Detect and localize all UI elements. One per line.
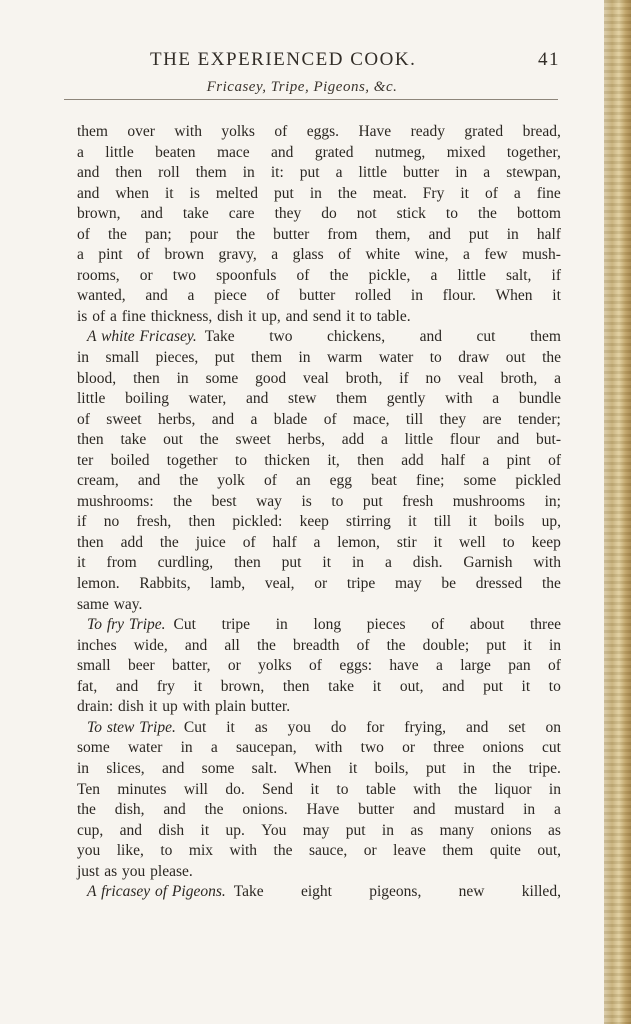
text-line — [77, 718, 561, 739]
text-line — [77, 738, 561, 759]
line-text: drain: dish it up with plain butter. — [77, 698, 291, 716]
line-text: Take eight pigeons, new killed, — [233, 883, 561, 901]
line-text: inches wide, and all the breadth of the double; put it in — [77, 636, 561, 654]
line-text: in small pieces, put them in warm water to draw out the — [77, 349, 561, 367]
text-line — [77, 677, 561, 698]
line-text: of the pan; pour the butter from them, and put in half — [77, 225, 561, 243]
line-text: some water in a saucepan, with two or three onions cut — [77, 739, 561, 757]
line-text: you like, to mix with the sauce, or leave them quite out, — [77, 842, 561, 860]
line-text: just as you please. — [77, 862, 193, 880]
text-line — [77, 512, 561, 533]
text-line — [77, 348, 561, 369]
text-line — [77, 327, 561, 348]
line-text: a little beaten mace and grated nutmeg, mixed together, — [77, 143, 561, 161]
line-text: of sweet herbs, and a blade of mace, till they are tender; — [77, 410, 561, 428]
text-line — [77, 595, 561, 616]
line-text: brown, and take care they do not stick to the bottom — [77, 205, 561, 223]
text-line — [77, 841, 561, 862]
text-line — [77, 307, 561, 328]
line-text: fat, and fry it brown, then take it out, and put it to — [77, 677, 561, 695]
text-line — [77, 410, 561, 431]
text-line — [77, 266, 561, 287]
text-line — [77, 697, 561, 718]
line-text: lemon. Rabbits, lamb, veal, or tripe may be dressed the — [77, 575, 561, 593]
line-text: rooms, or two spoonfuls of the pickle, a little salt, if — [77, 266, 561, 284]
line-text: then add the juice of half a lemon, stir it well to keep — [77, 533, 561, 551]
text-line — [77, 163, 561, 184]
line-text: the dish, and the onions. Have butter and mustard in a — [77, 801, 561, 819]
text-line — [77, 122, 561, 143]
line-text: and when it is melted put in the meat. Fry it of a fine — [77, 184, 561, 202]
text-line — [77, 862, 561, 883]
running-title: THE EXPERIENCED COOK. — [150, 49, 417, 70]
line-text: blood, then in some good veal broth, if no veal broth, a — [77, 369, 561, 387]
text-line — [77, 636, 561, 657]
text-line — [77, 389, 561, 410]
page-number: 41 — [538, 49, 560, 70]
line-text: them over with yolks of eggs. Have ready grated bread, — [77, 123, 561, 140]
text-line — [77, 759, 561, 780]
line-text: wanted, and a piece of butter rolled in flour. When it — [77, 287, 561, 305]
line-text: mushrooms: the best way is to put fresh mushrooms in; — [77, 492, 561, 510]
line-text: little boiling water, and stew them gently with a bundle — [77, 390, 561, 408]
text-line — [77, 574, 561, 595]
recipe-title: To stew Tripe. — [87, 718, 176, 736]
text-line — [77, 492, 561, 513]
recipe-title: A fricasey of Pigeons. — [87, 883, 226, 901]
line-text: it from curdling, then put it in a dish. Garnish with — [77, 554, 561, 572]
line-text: Take two chickens, and cut them — [204, 328, 561, 346]
text-body — [77, 122, 561, 903]
text-line — [77, 143, 561, 164]
text-line — [77, 553, 561, 574]
text-line — [77, 800, 561, 821]
line-text: cup, and dish it up. You may put in as many onions as — [77, 821, 561, 839]
text-line — [77, 821, 561, 842]
text-line — [77, 780, 561, 801]
line-text: cream, and the yolk of an egg beat fine; some pickled — [77, 472, 561, 490]
text-line — [77, 533, 561, 554]
line-text: is of a fine thickness, dish it up, and send it to table. — [77, 307, 411, 325]
text-line — [77, 430, 561, 451]
line-text: Ten minutes will do. Send it to table with the liquor in — [77, 780, 561, 798]
header-rule — [64, 99, 558, 100]
line-text: Cut tripe in long pieces of about three — [173, 616, 561, 634]
text-line — [77, 286, 561, 307]
recipe-title: To fry Tripe. — [87, 616, 166, 634]
section-subtitle: Fricasey, Tripe, Pigeons, &c. — [206, 79, 398, 95]
text-line — [77, 369, 561, 390]
text-line — [77, 882, 561, 903]
text-line — [77, 451, 561, 472]
text-line — [77, 184, 561, 205]
line-text: in slices, and some salt. When it boils, put in the tripe. — [77, 759, 561, 777]
line-text: then take out the sweet herbs, add a little flour and but- — [77, 431, 561, 449]
text-line — [77, 204, 561, 225]
page-header — [150, 49, 560, 73]
line-text: same way. — [77, 595, 143, 613]
line-text: small beer batter, or yolks of eggs: have a large pan of — [77, 657, 561, 675]
line-text: ter boiled together to thicken it, then add half a pint of — [77, 451, 561, 469]
line-text: if no fresh, then pickled: keep stirring it till it boils up, — [77, 513, 561, 531]
line-text: and then roll them in it: put a little butter in a stewpan, — [77, 164, 561, 182]
text-line — [77, 225, 561, 246]
text-line — [77, 615, 561, 636]
text-line — [77, 471, 561, 492]
recipe-title: A white Fricasey. — [87, 328, 197, 346]
line-text: Cut it as you do for frying, and set on — [183, 718, 561, 736]
line-text: a pint of brown gravy, a glass of white wine, a few mush- — [77, 246, 561, 264]
text-line — [77, 245, 561, 266]
text-line — [77, 656, 561, 677]
book-page-edge — [604, 0, 631, 1024]
